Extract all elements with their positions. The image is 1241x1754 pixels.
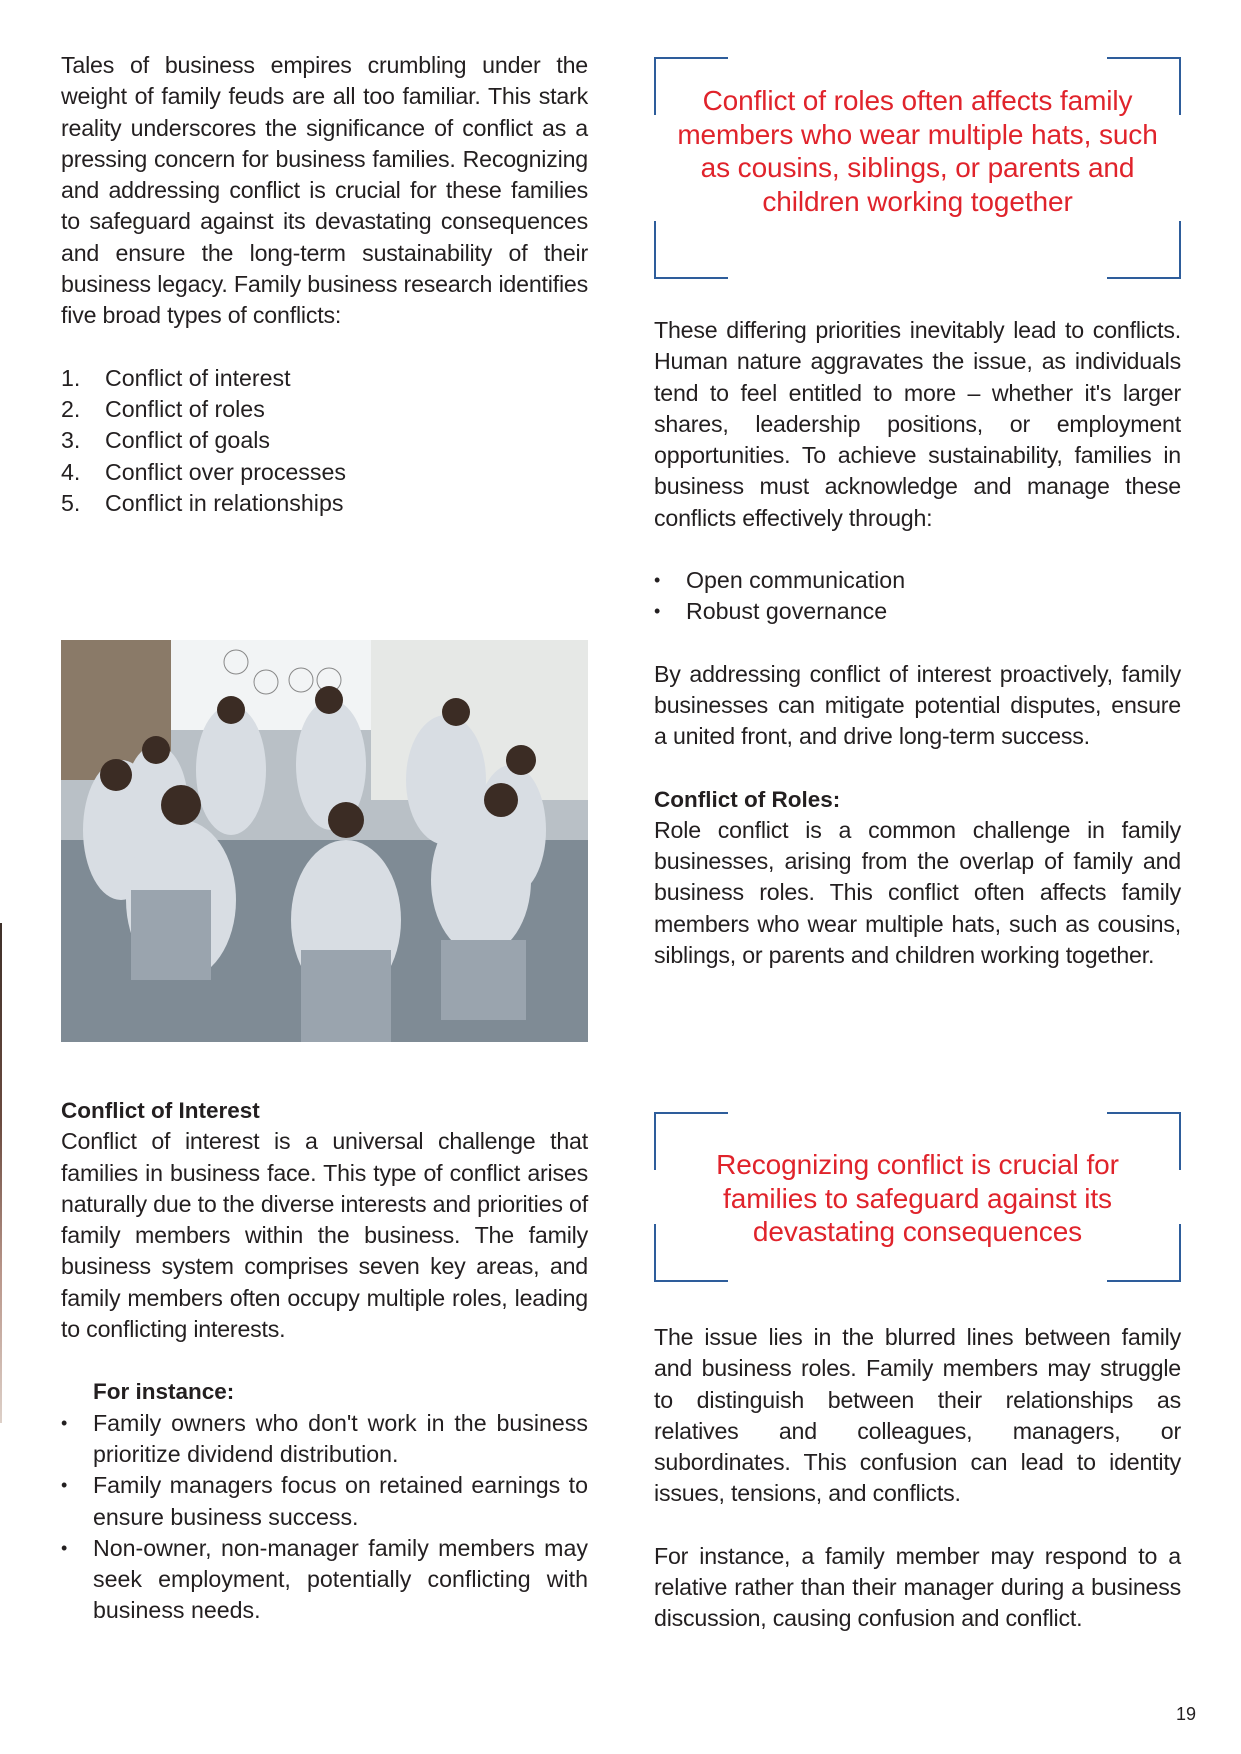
priorities-paragraph: These differing priorities inevitably lead to conflicts. Human nature aggravates the issue, as individuals tend to feel entitled to more – whether it's larger shares, leadership positions, or employment opportunities. To achieve sustainability, families in business must acknowledge and manage these conflicts effectively through: xyxy=(654,317,1181,531)
pull-quote-text: Recognizing conflict is crucial for families to safeguard against its devastating consequences xyxy=(716,1149,1119,1247)
right-column-bottom xyxy=(654,1322,1181,1635)
list-item: 4. Conflict over processes xyxy=(61,458,346,485)
bullet-icon: • xyxy=(61,1537,68,1558)
conflict-types-list xyxy=(61,363,588,519)
list-item: 2. Conflict of roles xyxy=(61,395,265,422)
proactive-paragraph: By addressing conflict of interest proactively, family businesses can mitigate potential disputes, ensure a united front, and drive long-term success. xyxy=(654,660,1181,750)
pull-quote-recognizing xyxy=(654,1112,1181,1282)
pull-quote-text: Conflict of roles often affects family members who wear multiple hats, such as cousins, siblings, or parents and children working together xyxy=(677,85,1158,217)
issue-paragraph: The issue lies in the blurred lines between family and business roles. Family members may struggle to distinguish between their relationships as relatives and colleagues, managers, or subordinates. This confusion can lead to identity issues, tensions, and conflicts. xyxy=(654,1324,1181,1507)
section-heading: Conflict of Roles: xyxy=(654,786,841,812)
bullet-icon: • xyxy=(654,570,661,591)
through-bullet-list xyxy=(654,565,1181,628)
list-item: • Open communication xyxy=(654,565,1181,596)
instance-bullet-list xyxy=(61,1408,588,1627)
bullet-icon: • xyxy=(61,1412,68,1433)
list-item: 3. Conflict of goals xyxy=(61,427,270,454)
page-number: 19 xyxy=(1176,1704,1197,1724)
roles-paragraph: Role conflict is a common challenge in family businesses, arising from the overlap of family and business roles. This conflict often affects family members who wear multiple hats, such as cousins, siblings, or parents and children working together. xyxy=(654,816,1181,969)
right-column-middle xyxy=(654,315,1181,971)
left-column-top xyxy=(61,50,588,519)
pull-quote-roles xyxy=(654,57,1181,279)
bullet-icon: • xyxy=(654,601,661,622)
for-instance-heading: For instance: xyxy=(93,1379,235,1405)
list-item: • Family managers focus on retained earnings to ensure business success. xyxy=(61,1470,588,1533)
list-item: • Non-owner, non-manager family members may seek employment, potentially conflicting with business needs. xyxy=(61,1533,588,1627)
example-paragraph: For instance, a family member may respond to a relative rather than their manager during a business discussion, causing confusion and conflict. xyxy=(654,1542,1181,1632)
bullet-icon: • xyxy=(61,1475,68,1496)
interest-paragraph: Conflict of interest is a universal challenge that families in business face. This type of conflict arises naturally due to the diverse interests and priorities of family members within the business. The family business system comprises seven key areas, and family members often occupy multiple roles, leading to conflicting interests. xyxy=(61,1128,588,1343)
page-edge-line xyxy=(0,923,2,1423)
frame-corner-icon xyxy=(654,221,728,279)
list-item: • Robust governance xyxy=(654,596,1181,627)
list-item: 1. Conflict of interest xyxy=(61,364,291,391)
list-item: 5. Conflict in relationships xyxy=(61,489,344,516)
conflict-of-interest-section xyxy=(61,1095,588,1627)
intro-paragraph: Tales of business empires crumbling under the weight of family feuds are all too familiar. This stark reality underscores the significance of conflict as a pressing concern for business families. Recognizing and addressing conflict is crucial for these families to safeguard against its devastating consequences and ensure the long-term sustainability of their business legacy. Family business research identifies five broad types of conflicts: xyxy=(61,52,588,329)
list-item: • Family owners who don't work in the business prioritize dividend distribution. xyxy=(61,1408,588,1471)
section-heading: Conflict of Interest xyxy=(61,1098,260,1123)
frame-corner-icon xyxy=(1107,221,1181,279)
group-discussion-photo xyxy=(61,640,588,1042)
